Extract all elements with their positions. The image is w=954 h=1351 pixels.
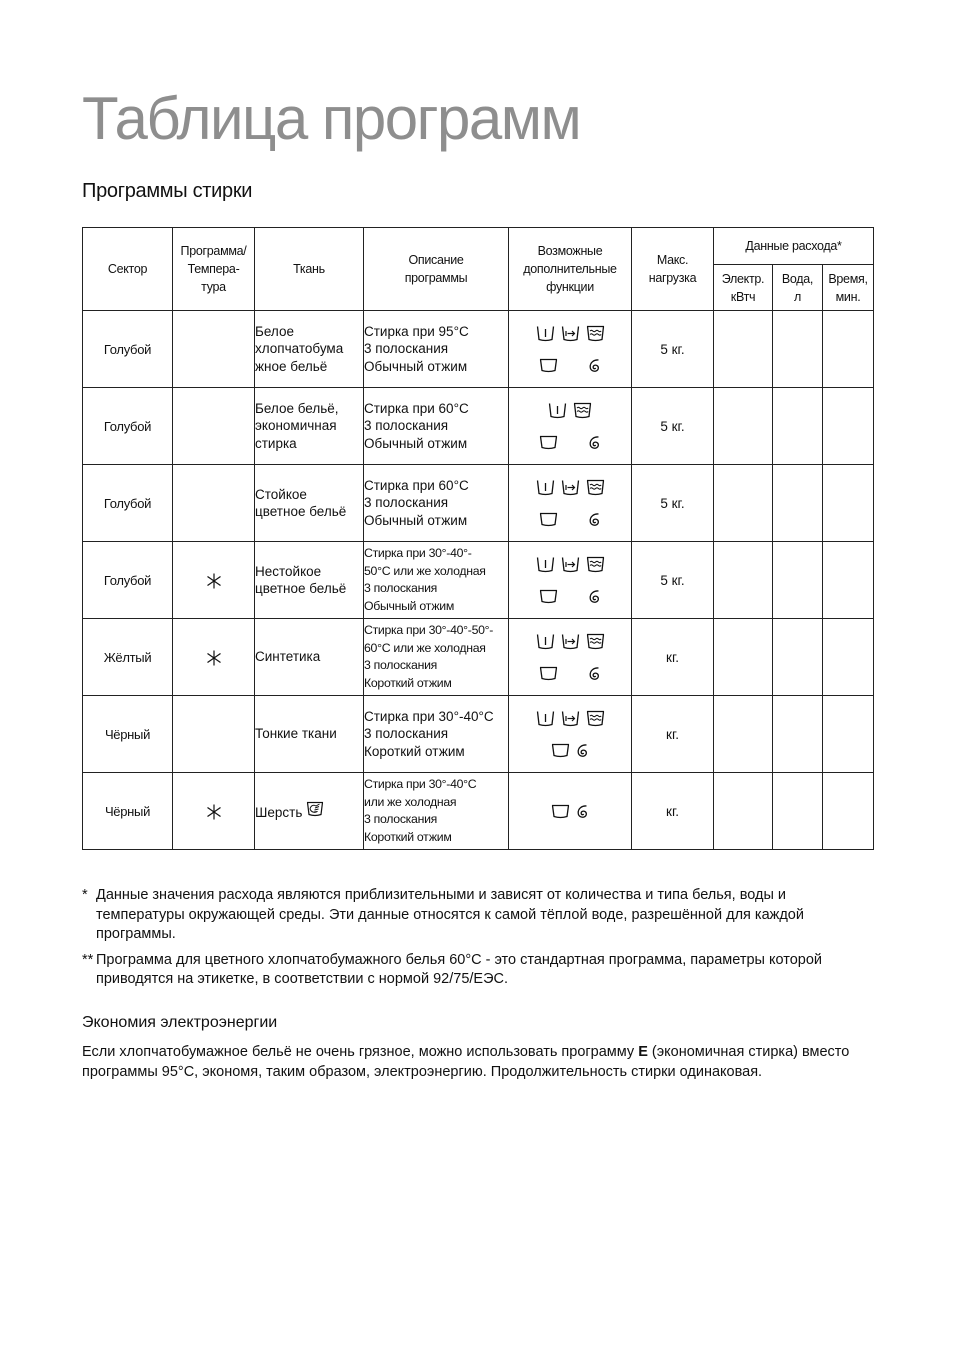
tub-icon [539, 435, 558, 450]
tub-icon [539, 589, 558, 604]
header-consumption: Данные расхода* [714, 228, 874, 265]
wool-handwash-icon [306, 800, 324, 817]
tub-icon [551, 743, 570, 758]
temp-cell [173, 619, 255, 696]
water-cell [773, 773, 823, 850]
time-cell [823, 465, 874, 542]
header-program-temp: Программа/ Темпера- тура [173, 228, 255, 311]
tub-icon [539, 358, 558, 373]
cold-snowflake-icon [206, 804, 222, 820]
sector-cell: Чёрный [83, 773, 173, 850]
water-cell [773, 619, 823, 696]
energy-paragraph: Если хлопчатобумажное бельё не очень грязное, можно использовать программу Е (экономичная стирка) вместо программы 95°C, экономя, таким образом, электроэнергию. Продолжительность стирки одинаковая. [82, 1044, 850, 1080]
prewash-icon [548, 402, 567, 419]
table-row [83, 311, 874, 388]
intensive-wash-icon [586, 479, 605, 496]
prewash-icon [536, 710, 555, 727]
load-cell: кг. [632, 696, 714, 773]
functions-cell [509, 773, 632, 850]
sector-cell: Голубой [83, 465, 173, 542]
prewash-icon [536, 325, 555, 342]
header-load: Макс. нагрузка [632, 228, 714, 311]
fabric-cell: Нестойкое цветное бельё [255, 542, 364, 619]
water-cell [773, 388, 823, 465]
intensive-wash-icon [586, 710, 605, 727]
functions-cell [509, 542, 632, 619]
tub-icon [539, 512, 558, 527]
time-cell [823, 773, 874, 850]
time-cell [823, 696, 874, 773]
spin-icon [588, 358, 602, 373]
temp-cell [173, 465, 255, 542]
footnote-mark: ** [82, 951, 94, 968]
rinse-hold-icon [561, 325, 580, 342]
table-row [83, 773, 874, 850]
sector-cell: Жёлтый [83, 619, 173, 696]
temp-cell [173, 388, 255, 465]
time-cell [823, 388, 874, 465]
time-cell [823, 542, 874, 619]
header-energy: Электр. кВтч [714, 265, 773, 311]
spin-icon [576, 804, 590, 819]
rinse-hold-icon [561, 633, 580, 650]
energy-heading: Экономия электроэнергии [82, 1014, 278, 1031]
intensive-wash-icon [573, 402, 592, 419]
fabric-cell: Шерсть [255, 773, 364, 850]
water-cell [773, 465, 823, 542]
footnote-mark: * [82, 887, 88, 903]
prewash-icon [536, 633, 555, 650]
fabric-cell: Белое бельё, экономичная стирка [255, 388, 364, 465]
energy-cell [714, 619, 773, 696]
table-row [83, 542, 874, 619]
description-cell: Стирка при 60°C 3 полоскания Обычный отжим [364, 465, 509, 542]
header-fabric: Ткань [255, 228, 364, 311]
energy-cell [714, 388, 773, 465]
footnote-text: Программа для цветного хлопчатобумажного белья 60°C - это стандартная программа, параметры которой приводятся на этикетке, в соответствии с нормой 92/75/ЕЭС. [96, 951, 823, 987]
fabric-cell: Стойкое цветное бельё [255, 465, 364, 542]
sector-cell: Голубой [83, 311, 173, 388]
header-sector: Сектор [83, 228, 173, 311]
energy-cell [714, 465, 773, 542]
fabric-cell: Белое хлопчатобума жное бельё [255, 311, 364, 388]
rinse-hold-icon [561, 710, 580, 727]
load-cell: кг. [632, 619, 714, 696]
load-cell: кг. [632, 773, 714, 850]
functions-cell [509, 619, 632, 696]
description-cell: Стирка при 30°-40°- 50°C или же холодная 3 полоскания Обычный отжим [364, 542, 509, 619]
header-description: Описание программы [364, 228, 509, 311]
fabric-cell: Тонкие ткани [255, 696, 364, 773]
temp-cell [173, 542, 255, 619]
page-title: Таблица программ [82, 85, 581, 152]
spin-icon [588, 666, 602, 681]
load-cell: 5 кг. [632, 465, 714, 542]
description-cell: Стирка при 30°-40°-50°- 60°C или же холодная 3 полоскания Короткий отжим [364, 619, 509, 696]
fabric-cell: Синтетика [255, 619, 364, 696]
programs-table [82, 227, 874, 850]
load-cell: 5 кг. [632, 388, 714, 465]
energy-cell [714, 773, 773, 850]
header-functions: Возможные дополнительные функции [509, 228, 632, 311]
spin-icon [588, 589, 602, 604]
spin-icon [588, 512, 602, 527]
table-row [83, 696, 874, 773]
time-cell [823, 619, 874, 696]
footnote-text: Данные значения расхода являются приблизительными и зависят от количества и типа белья, воды и температуры окружающей среды. Эти данные относятся к самой тёплой воде, разрешённой для каждой программы. [96, 887, 804, 942]
description-cell: Стирка при 30°-40°C 3 полоскания Короткий отжим [364, 696, 509, 773]
energy-cell [714, 542, 773, 619]
sector-cell: Голубой [83, 388, 173, 465]
energy-cell [714, 311, 773, 388]
table-row [83, 619, 874, 696]
prewash-icon [536, 479, 555, 496]
footnote [82, 951, 872, 990]
footnotes [82, 886, 872, 996]
description-cell: Стирка при 95°C 3 полоскания Обычный отжим [364, 311, 509, 388]
description-cell: Стирка при 60°C 3 полоскания Обычный отжим [364, 388, 509, 465]
footnote [82, 886, 872, 945]
sector-cell: Голубой [83, 542, 173, 619]
rinse-hold-icon [561, 479, 580, 496]
header-time: Время, мин. [823, 265, 874, 311]
spin-icon [576, 743, 590, 758]
water-cell [773, 311, 823, 388]
temp-cell [173, 311, 255, 388]
time-cell [823, 311, 874, 388]
functions-cell [509, 388, 632, 465]
water-cell [773, 696, 823, 773]
header-water: Вода, л [773, 265, 823, 311]
temp-cell [173, 773, 255, 850]
prewash-icon [536, 556, 555, 573]
spin-icon [588, 435, 602, 450]
table-row [83, 388, 874, 465]
load-cell: 5 кг. [632, 311, 714, 388]
tub-icon [539, 666, 558, 681]
water-cell [773, 542, 823, 619]
description-cell: Стирка при 30°-40°C или же холодная 3 полоскания Короткий отжим [364, 773, 509, 850]
rinse-hold-icon [561, 556, 580, 573]
functions-cell [509, 465, 632, 542]
energy-cell [714, 696, 773, 773]
functions-cell [509, 311, 632, 388]
intensive-wash-icon [586, 556, 605, 573]
table-row [83, 465, 874, 542]
intensive-wash-icon [586, 633, 605, 650]
tub-icon [551, 804, 570, 819]
section-title: Программы стирки [82, 180, 253, 202]
cold-snowflake-icon [206, 650, 222, 666]
load-cell: 5 кг. [632, 542, 714, 619]
temp-cell [173, 696, 255, 773]
functions-cell [509, 696, 632, 773]
sector-cell: Чёрный [83, 696, 173, 773]
cold-snowflake-icon [206, 573, 222, 589]
intensive-wash-icon [586, 325, 605, 342]
